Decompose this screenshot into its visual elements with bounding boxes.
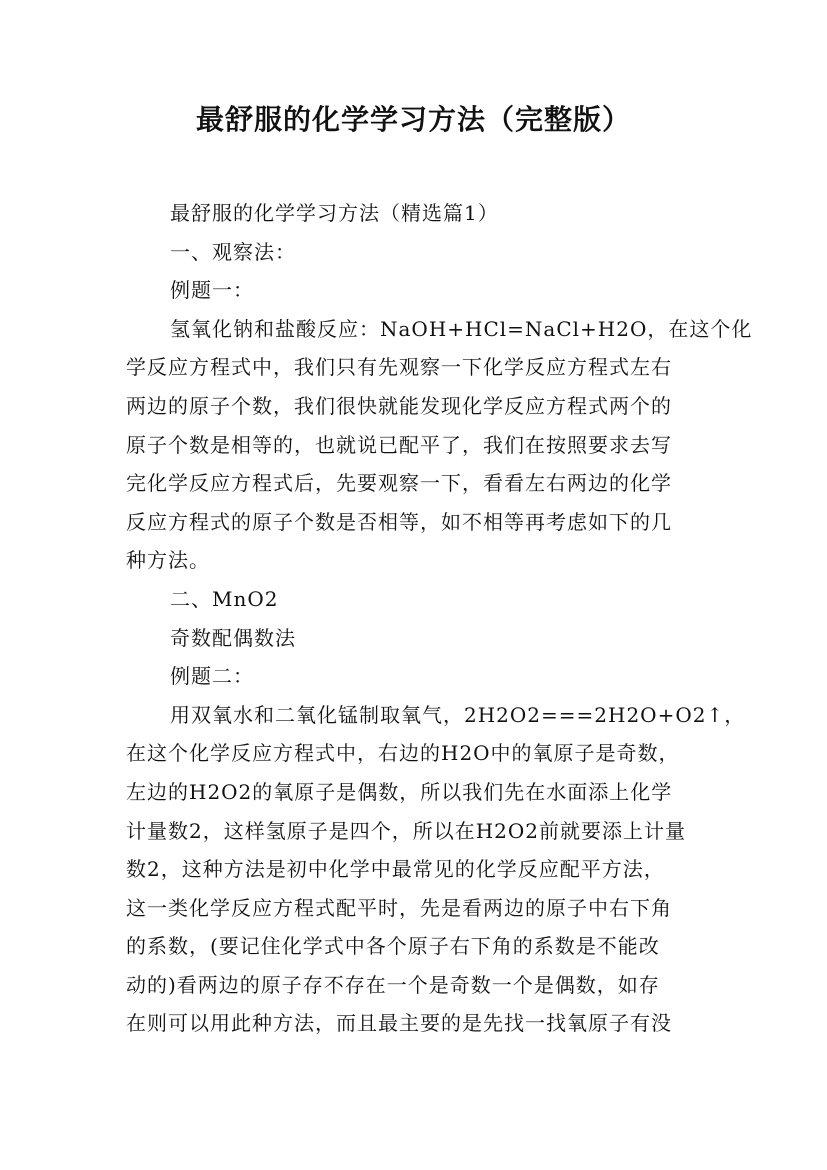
- document-title: 最舒服的化学学习方法（完整版）: [195, 103, 631, 136]
- paragraph-line: 反应方程式的原子个数是否相等，如不相等再考虑如下的几: [126, 509, 672, 534]
- paragraph-line: 的系数，(要记住化学式中各个原子右下角的系数是不能改: [126, 934, 660, 959]
- paragraph-line: 两边的原子个数，我们很快就能发现化学反应方程式两个的: [126, 393, 672, 418]
- paragraph-line: 二、MnO2: [170, 586, 279, 611]
- paragraph-line: 最舒服的化学学习方法（精选篇1）: [170, 201, 499, 225]
- paragraph-line: 这一类化学反应方程式配平时，先是看两边的原子中右下角: [126, 895, 672, 920]
- paragraph-line: 在则可以用此种方法，而且最主要的是先找一找氧原子有没: [126, 1011, 672, 1036]
- paragraph-line: 用双氧水和二氧化锰制取氧气，2H2O2===2H2O+O2↑，: [170, 702, 746, 727]
- document-body: [126, 194, 753, 1043]
- paragraph-line: 动的)看两边的原子存不存在一个是奇数一个是偶数，如存: [126, 972, 660, 997]
- paragraph-line: 原子个数是相等的，也就说已配平了，我们在按照要求去写: [126, 432, 672, 457]
- paragraph-line: 计量数2，这样氢原子是四个，所以在H2O2前就要添上计量: [126, 818, 687, 843]
- paragraph-line: 数2，这种方法是初中化学中最常见的化学反应配平方法，: [126, 857, 665, 882]
- paragraph-line: 例题一：: [170, 278, 254, 303]
- paragraph-line: 奇数配偶数法: [170, 625, 296, 650]
- paragraph-line: 学反应方程式中，我们只有先观察一下化学反应方程式左右: [126, 355, 672, 380]
- paragraph-line: 氢氧化钠和盐酸反应：NaOH+HCl=NaCl+H2O，在这个化: [170, 316, 753, 341]
- paragraph-line: 在这个化学反应方程式中，右边的H2O中的氧原子是奇数，: [126, 741, 680, 766]
- paragraph-line: 一、观察法：: [170, 239, 296, 264]
- paragraph-line: 种方法。: [126, 548, 210, 573]
- paragraph-line: 左边的H2O2的氧原子是偶数，所以我们先在水面添上化学: [126, 779, 673, 804]
- paragraph-line: 完化学反应方程式后，先要观察一下，看看左右两边的化学: [126, 471, 672, 496]
- paragraph-line: 例题二：: [170, 664, 254, 689]
